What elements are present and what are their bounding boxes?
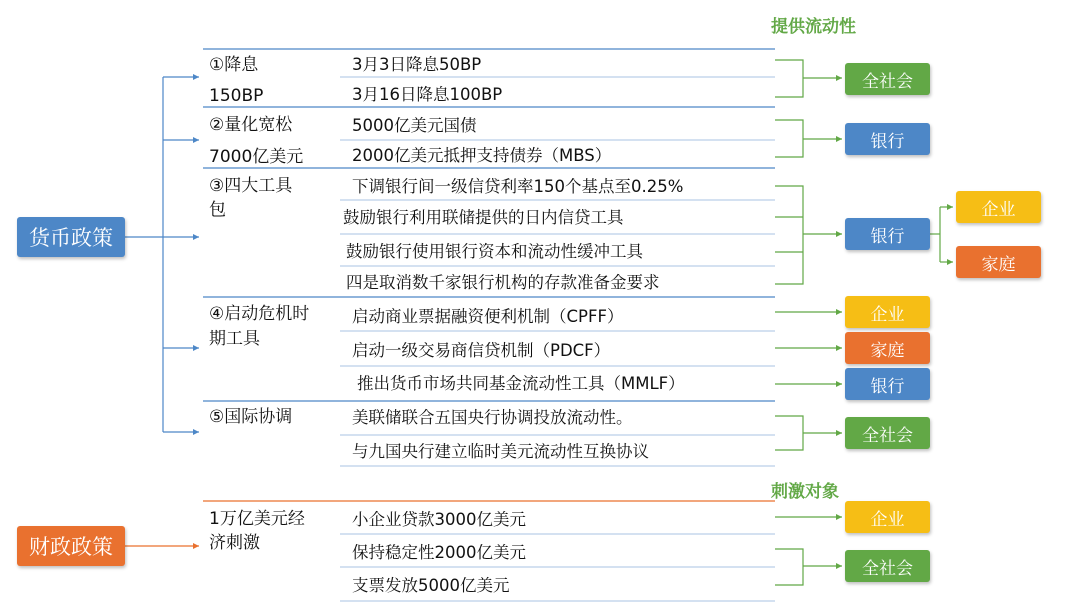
item-fiscal-1: 小企业贷款3000亿美元 [352, 510, 526, 529]
target-household-toolkit: 家庭 [956, 246, 1041, 278]
target-enterprise-toolkit: 企业 [956, 191, 1041, 223]
group-crisis-tools-label-2: 期工具 [209, 329, 260, 349]
fiscal-policy-box: 财政政策 [17, 526, 125, 566]
item-qe-2: 2000亿美元抵押支持债券（MBS） [352, 146, 612, 165]
target-society-fiscal: 全社会 [845, 550, 930, 582]
target-enterprise-fiscal: 企业 [845, 501, 930, 533]
item-qe-1: 5000亿美元国债 [352, 116, 477, 135]
group-qe-label: ②量化宽松 [209, 115, 293, 135]
item-intl-1: 美联储联合五国央行协调投放流动性。 [352, 408, 633, 427]
item-fiscal-3: 支票发放5000亿美元 [352, 576, 510, 595]
group-intl-label: ⑤国际协调 [209, 407, 293, 427]
target-bank-mmlf: 银行 [845, 368, 930, 400]
fiscal-stimulus-label-2: 济刺激 [209, 533, 260, 553]
target-bank-qe: 银行 [845, 123, 930, 155]
item-rate-cut-2: 3月16日降息100BP [352, 85, 503, 104]
group-rate-cut-amount: 150BP [209, 86, 264, 106]
group-qe-amount: 7000亿美元 [209, 147, 304, 167]
target-society-intl: 全社会 [845, 417, 930, 449]
target-bank-toolkit: 银行 [845, 218, 930, 250]
target-enterprise-cpff: 企业 [845, 296, 930, 328]
item-mmlf: 推出货币市场共同基金流动性工具（MMLF） [357, 374, 685, 393]
group-toolkit-label: ③四大工具 [209, 176, 293, 196]
item-toolkit-3: 鼓励银行使用银行资本和流动性缓冲工具 [346, 242, 643, 261]
item-toolkit-1: 下调银行间一级信贷利率150个基点至0.25% [352, 177, 684, 196]
fiscal-stimulus-label: 1万亿美元经 [209, 509, 305, 529]
item-toolkit-4: 四是取消数千家银行机构的存款准备金要求 [346, 273, 660, 292]
item-intl-2: 与九国央行建立临时美元流动性互换协议 [352, 442, 649, 461]
header-stimulus-target: 刺激对象 [771, 482, 839, 502]
item-pdcf: 启动一级交易商信贷机制（PDCF） [352, 341, 611, 360]
group-rate-cut-label: ①降息 [209, 55, 259, 75]
item-cpff: 启动商业票据融资便利机制（CPFF） [352, 307, 624, 326]
monetary-policy-box: 货币政策 [17, 217, 125, 257]
item-toolkit-2: 鼓励银行利用联储提供的日内信贷工具 [343, 208, 624, 227]
item-fiscal-2: 保持稳定性2000亿美元 [352, 543, 526, 562]
target-society-rate-cut: 全社会 [845, 63, 930, 95]
target-household-pdcf: 家庭 [845, 332, 930, 364]
item-rate-cut-1: 3月3日降息50BP [352, 55, 482, 74]
header-provide-liquidity: 提供流动性 [771, 17, 856, 37]
group-crisis-tools-label: ④启动危机时 [209, 304, 310, 324]
group-toolkit-label-2: 包 [209, 200, 226, 220]
